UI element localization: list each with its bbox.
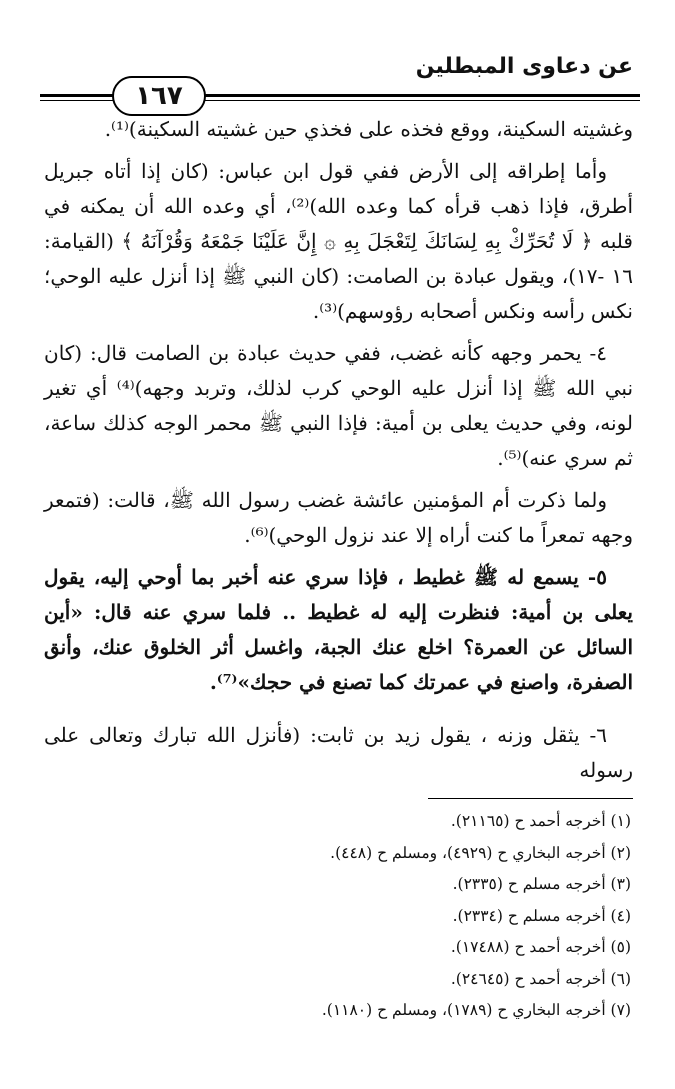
paragraph-1: وغشيته السكينة، ووقع فخذه على فخذي حين غشيته السكينة)⁽¹⁾. [104, 117, 633, 141]
footnotes [44, 806, 631, 1027]
footnote-3: (٣) أخرجه مسلم ح (٢٣٣٥). [452, 875, 631, 893]
paragraph-4: ولما ذكرت أم المؤمنين عائشة غضب رسول الله ﷺ، قالت: (فتمعر وجهه تمعراً ما كنت أراه إلا عند نزول الوحي)⁽⁶⁾. [44, 488, 633, 547]
page-number-badge: ١٦٧ [112, 76, 206, 116]
paragraph-5: ٥- يسمع له ﷺ غطيط ، فإذا سري عنه أخبر بما أوحي إليه، يقول يعلى بن أمية: فنظرت إليه له غطيط .. فلما سري عنه قال: «أين السائل عن العمرة؟ اخلع عنك الجبة، واغسل أثر الخلوق عنك، وأنق الصفرة، واصنع في عمرتك كما تصنع في حجك»⁽⁷⁾. [44, 565, 633, 694]
paragraph-3: ٤- يحمر وجهه كأنه غضب، ففي حديث عبادة بن الصامت قال: (كان نبي الله ﷺ إذا أنزل عليه الوحي كرب لذلك، وتربد وجهه)⁽⁴⁾ أي تغير لونه، وفي حديث يعلى بن أمية: فإذا النبي ﷺ محمر الوجه كذلك ساعة، ثم سري عنه)⁽⁵⁾. [44, 341, 634, 470]
footnote-4: (٤) أخرجه مسلم ح (٢٣٣٤). [452, 906, 631, 925]
running-header-title: عن دعاوى المبطلين [415, 54, 633, 79]
footnote-1: (١) أخرجه أحمد ح (٢١١٦٥). [450, 812, 631, 830]
paragraph-6: ٦- يثقل وزنه ، يقول زيد بن ثابت: (فأنزل الله تبارك وتعالى على رسوله [44, 723, 633, 782]
footnote-separator [428, 798, 633, 799]
footnote-5: (٥) أخرجه أحمد ح (١٧٤٨٨). [450, 938, 631, 956]
body-text [44, 112, 633, 795]
footnote-2: (٢) أخرجه البخاري ح (٤٩٢٩)، ومسلم ح (٤٤٨). [330, 843, 631, 862]
paragraph-2: وأما إطراقه إلى الأرض ففي قول ابن عباس: (كان إذا أتاه جبريل أطرق، فإذا ذهب قرأه كما وعده الله)⁽²⁾، أي وعده الله أن يمكنه في قلبه ﴿ لَا تُحَرِّكْ بِهِ لِسَانَكَ لِتَعْجَلَ بِهِ ۞ إِنَّ عَلَيْنَا جَمْعَهُ وَقُرْآنَهُ ﴾ (القيامة: ١٦ -١٧)، ويقول عبادة بن الصامت: (كان النبي ﷺ إذا أنزل عليه الوحي؛ نكس رأسه ونكس أصحابه رؤوسهم)⁽³⁾. [44, 159, 633, 323]
footnote-6: (٦) أخرجه أحمد ح (٢٤٦٤٥). [450, 969, 631, 988]
footnote-7: (٧) أخرجه البخاري ح (١٧٨٩)، ومسلم ح (١١٨٠). [321, 1001, 631, 1019]
